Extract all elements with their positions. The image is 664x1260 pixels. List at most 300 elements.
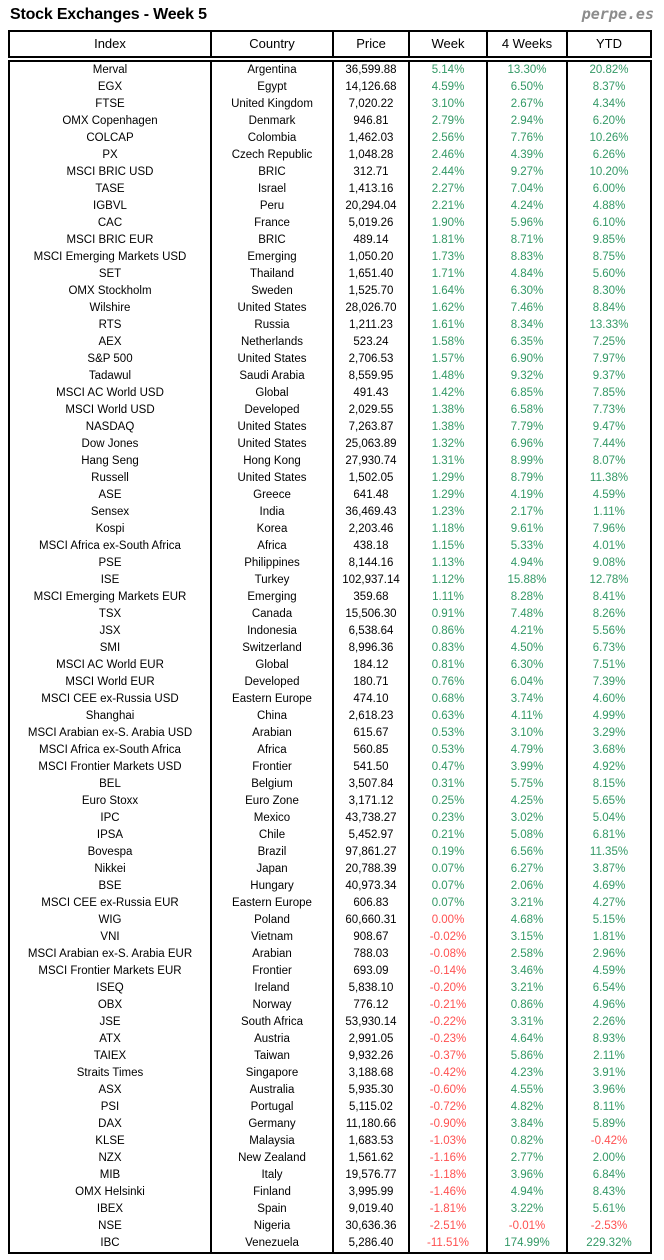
cell-country: Korea	[212, 521, 334, 538]
cell-ytd: 6.54%	[592, 982, 626, 994]
cell-country: Arabian	[212, 946, 334, 963]
cell-price: 7,020.22	[334, 96, 410, 113]
cell-4weeks: 6.50%	[488, 79, 568, 96]
cell-week: -0.60%	[410, 1082, 488, 1099]
cell-week: -1.16%	[410, 1150, 488, 1167]
cell-week: -0.42%	[410, 1065, 488, 1082]
cell-4weeks: 0.86%	[488, 997, 568, 1014]
cell-index: Shanghai	[10, 708, 212, 725]
cell-week: 1.38%	[410, 402, 488, 419]
cell-4weeks: 4.24%	[488, 198, 568, 215]
cell-week: -11.51%	[410, 1235, 488, 1252]
cell-4weeks: 15.88%	[488, 572, 568, 589]
cell-price: 1,525.70	[334, 283, 410, 300]
cell-week: 0.76%	[410, 674, 488, 691]
page-title: Stock Exchanges - Week 5	[10, 6, 207, 23]
cell-country: Germany	[212, 1116, 334, 1133]
cell-index: MSCI AC World USD	[10, 385, 212, 402]
cell-4weeks: 3.22%	[488, 1201, 568, 1218]
cell-4weeks: 8.34%	[488, 317, 568, 334]
cell-ytd: 5.65%	[592, 795, 626, 807]
cell-price: 2,029.55	[334, 402, 410, 419]
column-header-ytd: YTD	[596, 36, 622, 51]
cell-4weeks: 3.10%	[488, 725, 568, 742]
cell-index: MSCI Africa ex-South Africa	[10, 538, 212, 555]
cell-price: 97,861.27	[334, 844, 410, 861]
cell-country: Global	[212, 657, 334, 674]
cell-week: 0.86%	[410, 623, 488, 640]
cell-4weeks: 4.25%	[488, 793, 568, 810]
cell-ytd: 7.25%	[592, 336, 626, 348]
cell-week: 0.83%	[410, 640, 488, 657]
cell-week: 5.14%	[410, 62, 488, 79]
cell-4weeks: 6.58%	[488, 402, 568, 419]
cell-index: IBEX	[10, 1201, 212, 1218]
cell-price: 2,706.53	[334, 351, 410, 368]
cell-country: BRIC	[212, 232, 334, 249]
cell-price: 40,973.34	[334, 878, 410, 895]
cell-index: Russell	[10, 470, 212, 487]
cell-week: 0.23%	[410, 810, 488, 827]
cell-week: 1.32%	[410, 436, 488, 453]
cell-index: Wilshire	[10, 300, 212, 317]
cell-price: 615.67	[334, 725, 410, 742]
table-body	[8, 60, 652, 1254]
cell-index: MSCI Emerging Markets USD	[10, 249, 212, 266]
cell-4weeks: 6.30%	[488, 657, 568, 674]
cell-price: 788.03	[334, 946, 410, 963]
column-header-week: Week	[410, 32, 488, 56]
cell-price: 3,188.68	[334, 1065, 410, 1082]
cell-ytd: 8.84%	[592, 302, 626, 314]
cell-ytd: 5.89%	[592, 1118, 626, 1130]
cell-index: TSX	[10, 606, 212, 623]
cell-week: 1.31%	[410, 453, 488, 470]
cell-country: Developed	[212, 674, 334, 691]
cell-index: SMI	[10, 640, 212, 657]
cell-country: United States	[212, 436, 334, 453]
cell-ytd: 4.27%	[592, 897, 626, 909]
cell-ytd: 3.96%	[592, 1084, 626, 1096]
cell-index: S&P 500	[10, 351, 212, 368]
cell-week: 1.29%	[410, 470, 488, 487]
cell-country: Arabian	[212, 725, 334, 742]
cell-country: Hungary	[212, 878, 334, 895]
cell-4weeks: 8.28%	[488, 589, 568, 606]
cell-week: 1.81%	[410, 232, 488, 249]
cell-4weeks: 7.04%	[488, 181, 568, 198]
cell-4weeks: 3.15%	[488, 929, 568, 946]
cell-price: 3,171.12	[334, 793, 410, 810]
cell-4weeks: 4.94%	[488, 555, 568, 572]
cell-week: 2.21%	[410, 198, 488, 215]
cell-ytd: 7.97%	[592, 353, 626, 365]
cell-price: 1,502.05	[334, 470, 410, 487]
cell-week: -0.14%	[410, 963, 488, 980]
cell-price: 1,462.03	[334, 130, 410, 147]
cell-country: Japan	[212, 861, 334, 878]
cell-price: 474.10	[334, 691, 410, 708]
cell-4weeks: 3.99%	[488, 759, 568, 776]
cell-index: EGX	[10, 79, 212, 96]
cell-index: OMX Copenhagen	[10, 113, 212, 130]
cell-price: 1,561.62	[334, 1150, 410, 1167]
cell-country: Africa	[212, 538, 334, 555]
cell-index: COLCAP	[10, 130, 212, 147]
cell-ytd: 6.81%	[592, 829, 626, 841]
cell-index: BSE	[10, 878, 212, 895]
cell-4weeks: 6.35%	[488, 334, 568, 351]
cell-week: -0.37%	[410, 1048, 488, 1065]
cell-index: Straits Times	[10, 1065, 212, 1082]
cell-4weeks: 2.58%	[488, 946, 568, 963]
cell-4weeks: -0.01%	[488, 1218, 568, 1235]
cell-week: 1.29%	[410, 487, 488, 504]
cell-week: 1.12%	[410, 572, 488, 589]
cell-week: 2.79%	[410, 113, 488, 130]
cell-4weeks: 2.17%	[488, 504, 568, 521]
cell-4weeks: 6.30%	[488, 283, 568, 300]
cell-price: 36,469.43	[334, 504, 410, 521]
cell-week: 0.07%	[410, 861, 488, 878]
cell-week: 1.42%	[410, 385, 488, 402]
cell-country: Ireland	[212, 980, 334, 997]
cell-ytd: 5.56%	[592, 625, 626, 637]
cell-week: 0.91%	[410, 606, 488, 623]
cell-price: 312.71	[334, 164, 410, 181]
cell-4weeks: 174.99%	[488, 1235, 568, 1252]
cell-ytd: 4.01%	[592, 540, 626, 552]
cell-week: 2.46%	[410, 147, 488, 164]
cell-index: NZX	[10, 1150, 212, 1167]
cell-week: 1.38%	[410, 419, 488, 436]
cell-price: 560.85	[334, 742, 410, 759]
cell-country: Egypt	[212, 79, 334, 96]
cell-country: Czech Republic	[212, 147, 334, 164]
cell-week: 0.19%	[410, 844, 488, 861]
column-header-price: Price	[334, 32, 410, 56]
cell-index: KLSE	[10, 1133, 212, 1150]
column-header-4weeks: 4 Weeks	[488, 32, 568, 56]
cell-4weeks: 2.94%	[488, 113, 568, 130]
cell-price: 359.68	[334, 589, 410, 606]
cell-country: Argentina	[212, 62, 334, 79]
cell-country: Saudi Arabia	[212, 368, 334, 385]
cell-price: 1,048.28	[334, 147, 410, 164]
cell-week: -0.22%	[410, 1014, 488, 1031]
cell-ytd: 6.84%	[592, 1169, 626, 1181]
cell-week: -0.21%	[410, 997, 488, 1014]
cell-country: Colombia	[212, 130, 334, 147]
cell-country: Italy	[212, 1167, 334, 1184]
cell-week: 1.57%	[410, 351, 488, 368]
cell-index: Kospi	[10, 521, 212, 538]
cell-4weeks: 3.74%	[488, 691, 568, 708]
cell-index: MSCI Arabian ex-S. Arabia EUR	[10, 946, 212, 963]
cell-country: Norway	[212, 997, 334, 1014]
cell-week: -0.23%	[410, 1031, 488, 1048]
cell-country: Emerging	[212, 589, 334, 606]
table-header-row	[8, 30, 652, 58]
cell-week: 1.18%	[410, 521, 488, 538]
cell-week: -0.08%	[410, 946, 488, 963]
cell-week: 2.27%	[410, 181, 488, 198]
cell-index: Merval	[10, 62, 212, 79]
cell-ytd: 8.93%	[592, 1033, 626, 1045]
cell-country: France	[212, 215, 334, 232]
cell-index: NSE	[10, 1218, 212, 1235]
cell-4weeks: 8.83%	[488, 249, 568, 266]
cell-price: 6,538.64	[334, 623, 410, 640]
cell-week: -0.02%	[410, 929, 488, 946]
cell-price: 776.12	[334, 997, 410, 1014]
cell-4weeks: 0.82%	[488, 1133, 568, 1150]
cell-ytd: 8.41%	[592, 591, 626, 603]
cell-4weeks: 3.96%	[488, 1167, 568, 1184]
cell-country: United States	[212, 470, 334, 487]
cell-price: 20,294.04	[334, 198, 410, 215]
cell-country: United Kingdom	[212, 96, 334, 113]
cell-ytd: 1.11%	[593, 506, 625, 518]
cell-4weeks: 3.31%	[488, 1014, 568, 1031]
column-header-country: Country	[212, 32, 334, 56]
cell-4weeks: 4.55%	[488, 1082, 568, 1099]
perpe-logo: perpe.es	[581, 5, 654, 23]
cell-price: 3,507.84	[334, 776, 410, 793]
cell-index: IGBVL	[10, 198, 212, 215]
cell-4weeks: 2.77%	[488, 1150, 568, 1167]
cell-index: OMX Helsinki	[10, 1184, 212, 1201]
cell-index: AEX	[10, 334, 212, 351]
cell-price: 19,576.77	[334, 1167, 410, 1184]
cell-4weeks: 7.48%	[488, 606, 568, 623]
cell-country: New Zealand	[212, 1150, 334, 1167]
cell-week: 0.25%	[410, 793, 488, 810]
cell-index: PSI	[10, 1099, 212, 1116]
cell-country: United States	[212, 300, 334, 317]
cell-4weeks: 7.79%	[488, 419, 568, 436]
cell-4weeks: 9.32%	[488, 368, 568, 385]
cell-price: 25,063.89	[334, 436, 410, 453]
cell-week: -1.46%	[410, 1184, 488, 1201]
cell-4weeks: 4.64%	[488, 1031, 568, 1048]
cell-week: 2.44%	[410, 164, 488, 181]
cell-week: 1.11%	[410, 589, 488, 606]
cell-ytd: 4.59%	[592, 489, 626, 501]
cell-country: Turkey	[212, 572, 334, 589]
cell-4weeks: 5.08%	[488, 827, 568, 844]
cell-country: Spain	[212, 1201, 334, 1218]
cell-week: 1.62%	[410, 300, 488, 317]
cell-country: Indonesia	[212, 623, 334, 640]
cell-country: Global	[212, 385, 334, 402]
cell-country: Mexico	[212, 810, 334, 827]
cell-index: ASX	[10, 1082, 212, 1099]
cell-index: Tadawul	[10, 368, 212, 385]
cell-price: 2,618.23	[334, 708, 410, 725]
cell-ytd: 4.59%	[592, 965, 626, 977]
cell-week: 1.71%	[410, 266, 488, 283]
cell-price: 14,126.68	[334, 79, 410, 96]
cell-ytd: 9.08%	[592, 557, 626, 569]
cell-ytd: 2.96%	[592, 948, 626, 960]
cell-price: 53,930.14	[334, 1014, 410, 1031]
cell-ytd: 7.51%	[592, 659, 626, 671]
cell-country: Chile	[212, 827, 334, 844]
cell-price: 15,506.30	[334, 606, 410, 623]
cell-country: Eastern Europe	[212, 895, 334, 912]
cell-price: 184.12	[334, 657, 410, 674]
cell-price: 1,211.23	[334, 317, 410, 334]
cell-4weeks: 4.39%	[488, 147, 568, 164]
cell-ytd: 6.26%	[592, 149, 626, 161]
cell-index: MSCI AC World EUR	[10, 657, 212, 674]
cell-week: 0.47%	[410, 759, 488, 776]
cell-country: Frontier	[212, 759, 334, 776]
cell-country: Nigeria	[212, 1218, 334, 1235]
cell-ytd: 10.20%	[589, 166, 629, 178]
cell-4weeks: 3.21%	[488, 895, 568, 912]
cell-index: Euro Stoxx	[10, 793, 212, 810]
cell-4weeks: 3.21%	[488, 980, 568, 997]
cell-index: TAIEX	[10, 1048, 212, 1065]
stock-exchanges-table	[8, 30, 656, 1254]
cell-country: United States	[212, 351, 334, 368]
cell-index: MSCI World EUR	[10, 674, 212, 691]
cell-week: -2.51%	[410, 1218, 488, 1235]
cell-4weeks: 4.68%	[488, 912, 568, 929]
cell-price: 30,636.36	[334, 1218, 410, 1235]
cell-ytd: 10.26%	[589, 132, 629, 144]
cell-week: -1.03%	[410, 1133, 488, 1150]
cell-week: -0.72%	[410, 1099, 488, 1116]
cell-country: Denmark	[212, 113, 334, 130]
cell-ytd: 9.37%	[592, 370, 626, 382]
cell-ytd: 5.04%	[592, 812, 626, 824]
cell-price: 1,651.40	[334, 266, 410, 283]
cell-ytd: 6.20%	[592, 115, 626, 127]
cell-country: Finland	[212, 1184, 334, 1201]
cell-price: 11,180.66	[334, 1116, 410, 1133]
cell-country: Switzerland	[212, 640, 334, 657]
cell-4weeks: 4.50%	[488, 640, 568, 657]
cell-price: 606.83	[334, 895, 410, 912]
cell-country: Africa	[212, 742, 334, 759]
cell-ytd: 9.85%	[592, 234, 626, 246]
cell-country: Taiwan	[212, 1048, 334, 1065]
cell-index: MSCI CEE ex-Russia USD	[10, 691, 212, 708]
cell-ytd: 5.60%	[592, 268, 626, 280]
report-header	[8, 5, 656, 30]
cell-index: IPC	[10, 810, 212, 827]
cell-week: 0.07%	[410, 895, 488, 912]
cell-ytd: 7.39%	[592, 676, 626, 688]
cell-index: Nikkei	[10, 861, 212, 878]
cell-index: IPSA	[10, 827, 212, 844]
cell-index: MIB	[10, 1167, 212, 1184]
cell-country: Malaysia	[212, 1133, 334, 1150]
cell-price: 28,026.70	[334, 300, 410, 317]
cell-week: 0.07%	[410, 878, 488, 895]
cell-index: DAX	[10, 1116, 212, 1133]
cell-week: 1.61%	[410, 317, 488, 334]
cell-ytd: 5.15%	[592, 914, 626, 926]
cell-ytd: 8.11%	[593, 1101, 625, 1113]
cell-index: TASE	[10, 181, 212, 198]
cell-4weeks: 5.86%	[488, 1048, 568, 1065]
cell-country: Hong Kong	[212, 453, 334, 470]
cell-ytd: 6.00%	[592, 183, 626, 195]
cell-price: 5,935.30	[334, 1082, 410, 1099]
cell-ytd: -0.42%	[590, 1135, 628, 1147]
cell-ytd: 7.73%	[592, 404, 626, 416]
cell-4weeks: 7.76%	[488, 130, 568, 147]
cell-index: BEL	[10, 776, 212, 793]
cell-4weeks: 8.71%	[488, 232, 568, 249]
cell-country: Developed	[212, 402, 334, 419]
cell-index: Dow Jones	[10, 436, 212, 453]
cell-country: Emerging	[212, 249, 334, 266]
cell-country: Austria	[212, 1031, 334, 1048]
cell-country: Poland	[212, 912, 334, 929]
cell-ytd: 8.43%	[592, 1186, 626, 1198]
cell-price: 180.71	[334, 674, 410, 691]
cell-country: Frontier	[212, 963, 334, 980]
cell-price: 2,203.46	[334, 521, 410, 538]
cell-4weeks: 6.90%	[488, 351, 568, 368]
cell-week: 1.13%	[410, 555, 488, 572]
cell-index: OBX	[10, 997, 212, 1014]
cell-index: MSCI BRIC EUR	[10, 232, 212, 249]
cell-index: VNI	[10, 929, 212, 946]
cell-week: 0.00%	[410, 912, 488, 929]
cell-index: MSCI Africa ex-South Africa	[10, 742, 212, 759]
cell-price: 491.43	[334, 385, 410, 402]
cell-ytd: 7.85%	[592, 387, 626, 399]
cell-week: 1.73%	[410, 249, 488, 266]
cell-price: 102,937.14	[334, 572, 410, 589]
cell-index: MSCI World USD	[10, 402, 212, 419]
cell-ytd: 2.11%	[593, 1050, 625, 1062]
cell-ytd: 2.26%	[592, 1016, 626, 1028]
cell-ytd: 8.75%	[592, 251, 626, 263]
cell-ytd: 4.69%	[592, 880, 626, 892]
cell-country: Sweden	[212, 283, 334, 300]
cell-country: BRIC	[212, 164, 334, 181]
cell-country: Vietnam	[212, 929, 334, 946]
cell-index: OMX Stockholm	[10, 283, 212, 300]
cell-country: Netherlands	[212, 334, 334, 351]
cell-country: Russia	[212, 317, 334, 334]
cell-ytd: 8.30%	[592, 285, 626, 297]
cell-4weeks: 5.75%	[488, 776, 568, 793]
cell-ytd: 4.34%	[592, 98, 626, 110]
cell-ytd: 8.26%	[592, 608, 626, 620]
cell-4weeks: 9.27%	[488, 164, 568, 181]
cell-country: Belgium	[212, 776, 334, 793]
cell-country: Israel	[212, 181, 334, 198]
cell-price: 43,738.27	[334, 810, 410, 827]
cell-4weeks: 4.23%	[488, 1065, 568, 1082]
cell-index: MSCI Arabian ex-S. Arabia USD	[10, 725, 212, 742]
cell-index: MSCI Emerging Markets EUR	[10, 589, 212, 606]
cell-ytd: 11.35%	[589, 846, 629, 858]
cell-ytd: 12.78%	[589, 574, 629, 586]
cell-country: Eastern Europe	[212, 691, 334, 708]
cell-price: 60,660.31	[334, 912, 410, 929]
cell-week: 0.63%	[410, 708, 488, 725]
cell-country: Thailand	[212, 266, 334, 283]
